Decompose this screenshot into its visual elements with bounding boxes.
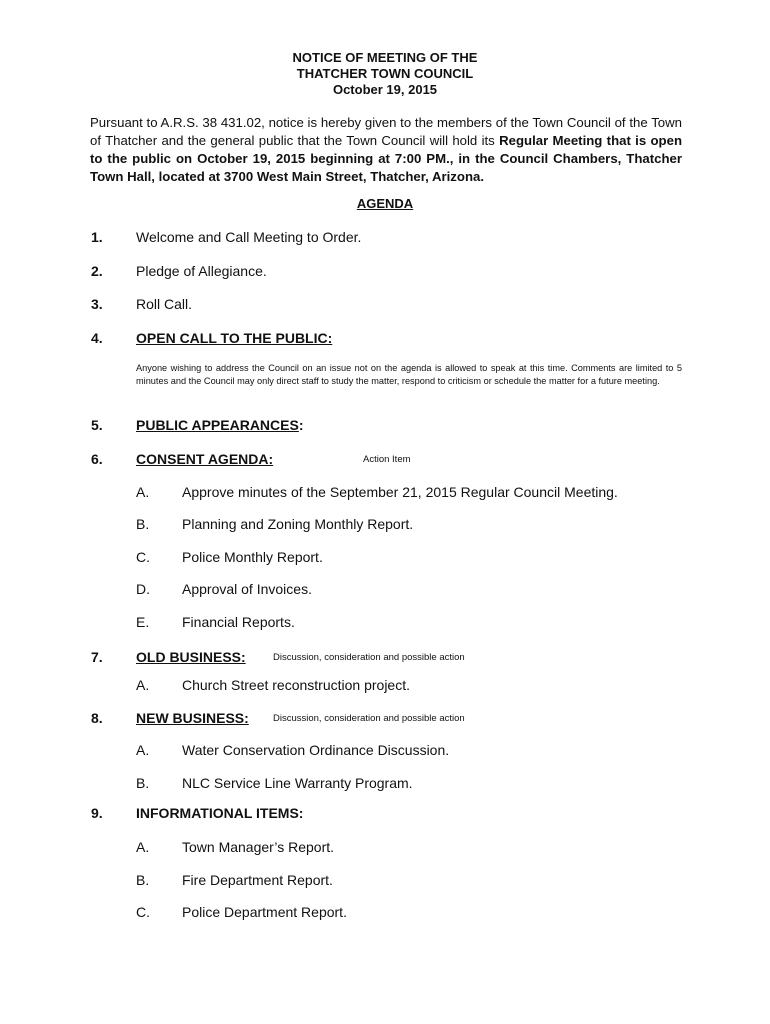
- item-number: 3.: [91, 296, 103, 312]
- agenda-heading: AGENDA: [356, 196, 414, 211]
- intro-bold-text: Regular Meeting that is open to the public on October 19, 2015 beginning at 7:00 PM., in the Council Chambers, Thatcher Town Hall, located at 3700 West Main Street, Thatcher, Arizona.: [90, 133, 682, 184]
- old-business-note: Discussion, consideration and possible action: [273, 652, 465, 663]
- sub-item: NLC Service Line Warranty Program.: [182, 775, 413, 791]
- item-old-business: OLD BUSINESS:: [136, 649, 246, 665]
- sub-letter: A.: [136, 839, 150, 855]
- sub-letter: B.: [136, 516, 150, 532]
- item-number: 5.: [91, 417, 103, 433]
- sub-item: Police Department Report.: [182, 904, 347, 920]
- item-number: 8.: [91, 710, 103, 726]
- notice-title-line2: THATCHER TOWN COUNCIL: [296, 66, 474, 81]
- intro-plain-text: Pursuant to A.R.S. 38 431.02, notice is hereby given to the members of the Town Council of the Town of Thatcher and the general public that the Town Council will hold its: [90, 115, 682, 148]
- sub-letter: C.: [136, 904, 150, 920]
- public-appearances-colon: :: [298, 417, 304, 433]
- item-consent-agenda: CONSENT AGENDA:: [136, 451, 274, 467]
- item-number: 7.: [91, 649, 103, 665]
- sub-letter: B.: [136, 872, 150, 888]
- sub-letter: B.: [136, 775, 150, 791]
- item-informational: INFORMATIONAL ITEMS:: [136, 805, 304, 821]
- notice-title-line1: NOTICE OF MEETING OF THE: [292, 50, 478, 65]
- open-call-description: Anyone wishing to address the Council on an issue not on the agenda is allowed to speak at this time. Comments are limited to 5 minutes and the Council may only direct staff to study the matter, respond to criticism or schedule the matter for a future meeting.: [136, 363, 682, 386]
- sub-item: Planning and Zoning Monthly Report.: [182, 516, 414, 532]
- item-number: 9.: [91, 805, 103, 821]
- sub-item: Approve minutes of the September 21, 2015 Regular Council Meeting.: [182, 484, 618, 500]
- sub-item: Water Conservation Ordinance Discussion.: [182, 742, 450, 758]
- item-public-appearances: [136, 417, 304, 433]
- sub-item: Approval of Invoices.: [182, 581, 312, 597]
- item-new-business: NEW BUSINESS:: [136, 710, 249, 726]
- sub-item: Financial Reports.: [182, 614, 295, 630]
- sub-letter: A.: [136, 677, 150, 693]
- item-number: 6.: [91, 451, 103, 467]
- public-appearances-label: PUBLIC APPEARANCES: [136, 417, 299, 433]
- item-welcome: Welcome and Call Meeting to Order.: [136, 229, 362, 245]
- sub-item: Town Manager’s Report.: [182, 839, 335, 855]
- item-number: 2.: [91, 263, 103, 279]
- new-business-note: Discussion, consideration and possible action: [273, 713, 465, 724]
- sub-letter: C.: [136, 549, 150, 565]
- item-number: 1.: [91, 229, 103, 245]
- item-open-call: OPEN CALL TO THE PUBLIC:: [136, 330, 333, 346]
- sub-letter: E.: [136, 614, 150, 630]
- consent-agenda-note: Action Item: [363, 454, 411, 465]
- sub-letter: D.: [136, 581, 150, 597]
- sub-letter: A.: [136, 742, 150, 758]
- sub-letter: A.: [136, 484, 150, 500]
- sub-item: Fire Department Report.: [182, 872, 333, 888]
- sub-item: Church Street reconstruction project.: [182, 677, 410, 693]
- item-number: 4.: [91, 330, 103, 346]
- notice-date: October 19, 2015: [332, 82, 438, 97]
- item-roll-call: Roll Call.: [136, 296, 193, 312]
- item-pledge: Pledge of Allegiance.: [136, 263, 267, 279]
- intro-paragraph: [90, 114, 682, 186]
- sub-item: Police Monthly Report.: [182, 549, 323, 565]
